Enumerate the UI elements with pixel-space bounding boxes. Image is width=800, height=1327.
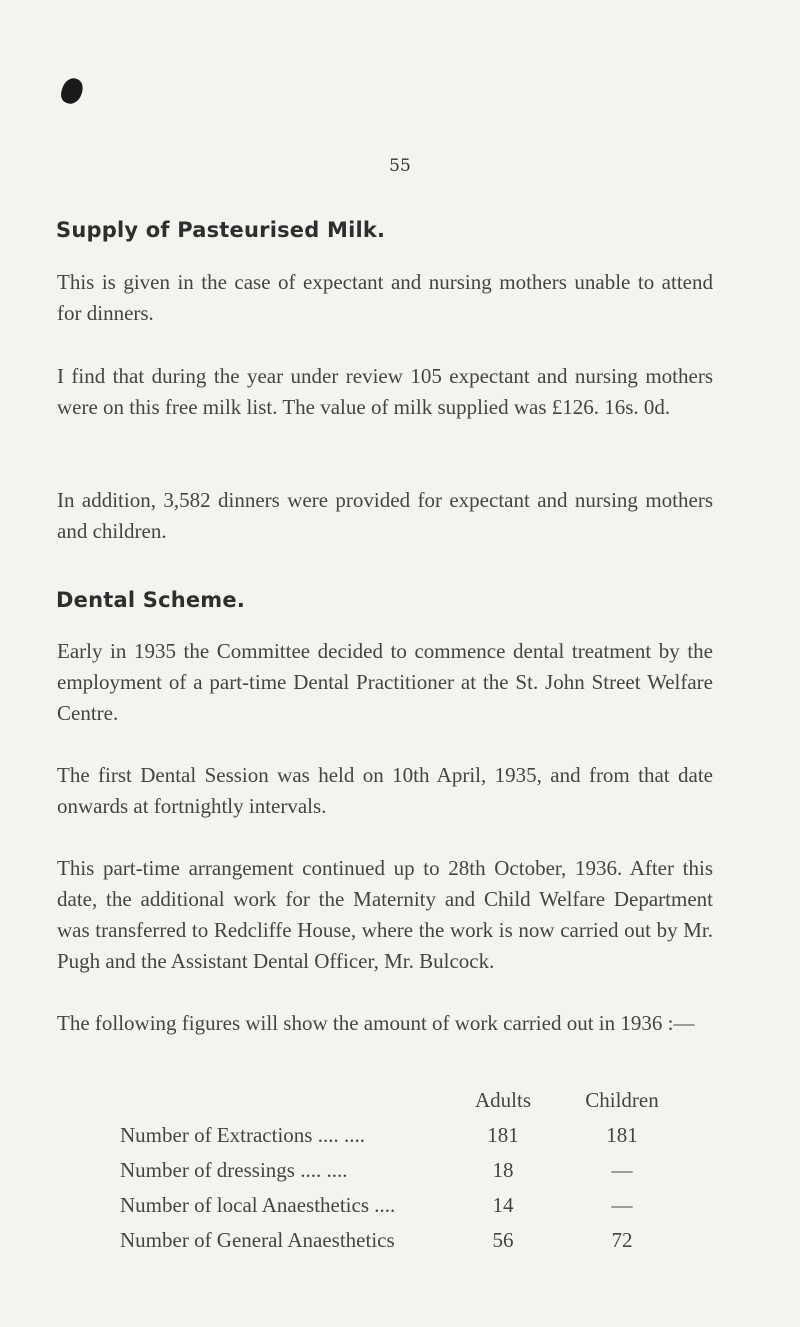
row-label: Number of Extractions .... .... — [120, 1123, 365, 1147]
header-adults: Adults — [474, 1088, 531, 1112]
page-number: 55 — [389, 156, 411, 176]
paragraph-milk-2: I find that during the year under review 105 expectant and nursing mothers were on this free milk list. The value of milk supplied was £126. 16s. 0d. — [57, 364, 713, 419]
header-children: Children — [585, 1088, 659, 1112]
adults-value: 56 — [492, 1228, 514, 1252]
row-label: Number of General Anaesthetics — [120, 1228, 395, 1252]
heading-dental: Dental Scheme. — [56, 588, 246, 612]
ink-blot — [58, 76, 85, 107]
paragraph-milk-3: In addition, 3,582 dinners were provided for expectant and nursing mothers and children. — [57, 488, 713, 543]
row-label: Number of dressings .... .... — [120, 1158, 348, 1182]
paragraph-dental-4: The following figures will show the amount of work carried out in 1936 :— — [57, 1011, 695, 1035]
heading-milk: Supply of Pasteurised Milk. — [56, 218, 386, 242]
children-value: — — [611, 1158, 633, 1182]
children-value: 181 — [606, 1123, 638, 1147]
children-value: — — [611, 1193, 633, 1217]
table-row — [120, 1193, 680, 1228]
paragraph-dental-1: Early in 1935 the Committee decided to commence dental treatment by the employment of a part-time Dental Practitioner at the St. John Street Welfare Centre. — [57, 639, 713, 725]
adults-value: 181 — [487, 1123, 519, 1147]
table-header-row — [120, 1088, 680, 1123]
table-row — [120, 1228, 680, 1263]
row-label: Number of local Anaesthetics .... — [120, 1193, 396, 1217]
paragraph-milk-1: This is given in the case of expectant and nursing mothers unable to attend for dinners. — [57, 270, 713, 325]
adults-value: 18 — [492, 1158, 514, 1182]
table-row — [120, 1158, 680, 1193]
paragraph-dental-2: The first Dental Session was held on 10th April, 1935, and from that date onwards at fortnightly intervals. — [57, 763, 713, 818]
table-row — [120, 1123, 680, 1158]
paragraph-dental-3: This part-time arrangement continued up to 28th October, 1936. After this date, the additional work for the Maternity and Child Welfare Department was transferred to Redcliffe House, where the work is now carried out by Mr. Pugh and the Assistant Dental Officer, Mr. Bulcock. — [57, 856, 713, 973]
children-value: 72 — [611, 1228, 633, 1252]
dental-work-table — [120, 1088, 680, 1263]
adults-value: 14 — [492, 1193, 514, 1217]
